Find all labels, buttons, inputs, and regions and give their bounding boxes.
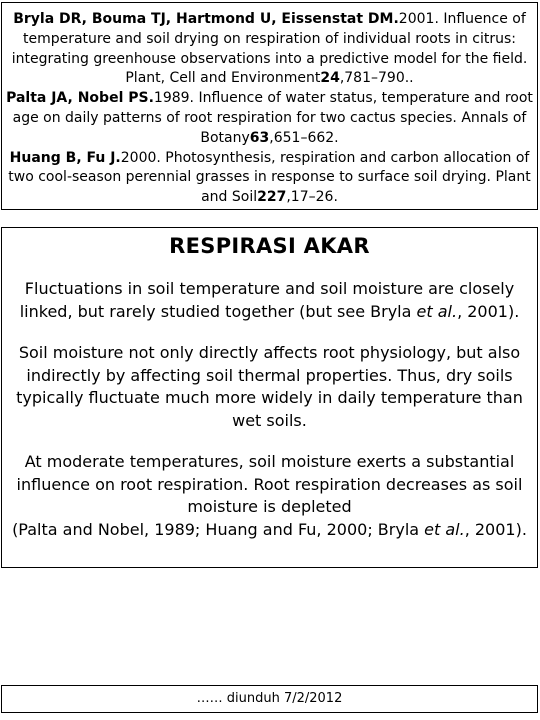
reference-authors: Palta JA, Nobel PS.	[6, 90, 154, 107]
reference-item	[6, 89, 533, 148]
reference-year: 1989	[153, 90, 190, 107]
references-box	[1, 2, 538, 210]
reference-volume: 24	[320, 70, 340, 87]
citation-et-al: et al.	[416, 301, 458, 321]
paragraph-3-text: At moderate temperatures, soil moisture exerts a substantial influence on root respiration. Root respiration decreases as soil moisture is depleted	[16, 452, 523, 516]
paragraph-2: Soil moisture not only directly affects root physiology, but also indirectly by affecting soil thermal properties. Thus, dry soils typically fluctuate much more widely in daily temperature than wet soils.	[16, 343, 523, 430]
reference-volume: 227	[257, 189, 287, 206]
paragraph-1-end: , 2001).	[457, 301, 520, 321]
reference-item	[6, 149, 533, 208]
reference-details: . Influence of temperature and soil drying on respiration of individual roots in citrus: integrating greenhouse observations into a predictive model for the field. Plant, Cell and Environment	[11, 11, 528, 87]
page-title: RESPIRASI AKAR	[169, 234, 370, 258]
paragraph-3-citation: (Palta and Nobel, 1989; Huang and Fu, 2000; Bryla	[12, 519, 425, 539]
citation-et-al: et al.	[424, 519, 465, 539]
main-content-box	[1, 227, 538, 568]
reference-authors: Bryla DR, Bouma TJ, Hartmond U, Eissenstat DM.	[13, 11, 399, 27]
download-date-text: …… diunduh 7/2/2012	[196, 691, 343, 706]
reference-year: 2000	[120, 149, 157, 166]
reference-details: . Photosynthesis, respiration and carbon allocation of two cool-season perennial grasses in response to surface soil drying. Plant and Soil	[8, 149, 531, 206]
reference-pages: ,17–26.	[286, 189, 338, 206]
reference-volume: 63	[249, 129, 270, 146]
reference-details: . Influence of water status, temperature and root age on daily patterns of root respiration for two cactus species. Annals of Botany	[12, 90, 533, 146]
paragraph-3	[8, 451, 531, 541]
paragraph-1-text: Fluctuations in soil temperature and soil moisture are closely linked, but rarely studied together (but see Bryla	[19, 279, 515, 321]
footer-box	[1, 685, 538, 713]
reference-year: 2001	[398, 11, 435, 27]
paragraph-1	[8, 278, 531, 323]
reference-pages: ,651–662.	[269, 129, 339, 146]
reference-pages: ,781–790..	[339, 70, 414, 87]
paragraph-3-citation-end: , 2001).	[464, 519, 527, 539]
reference-authors: Huang B, Fu J.	[9, 149, 121, 166]
reference-item	[6, 10, 533, 89]
